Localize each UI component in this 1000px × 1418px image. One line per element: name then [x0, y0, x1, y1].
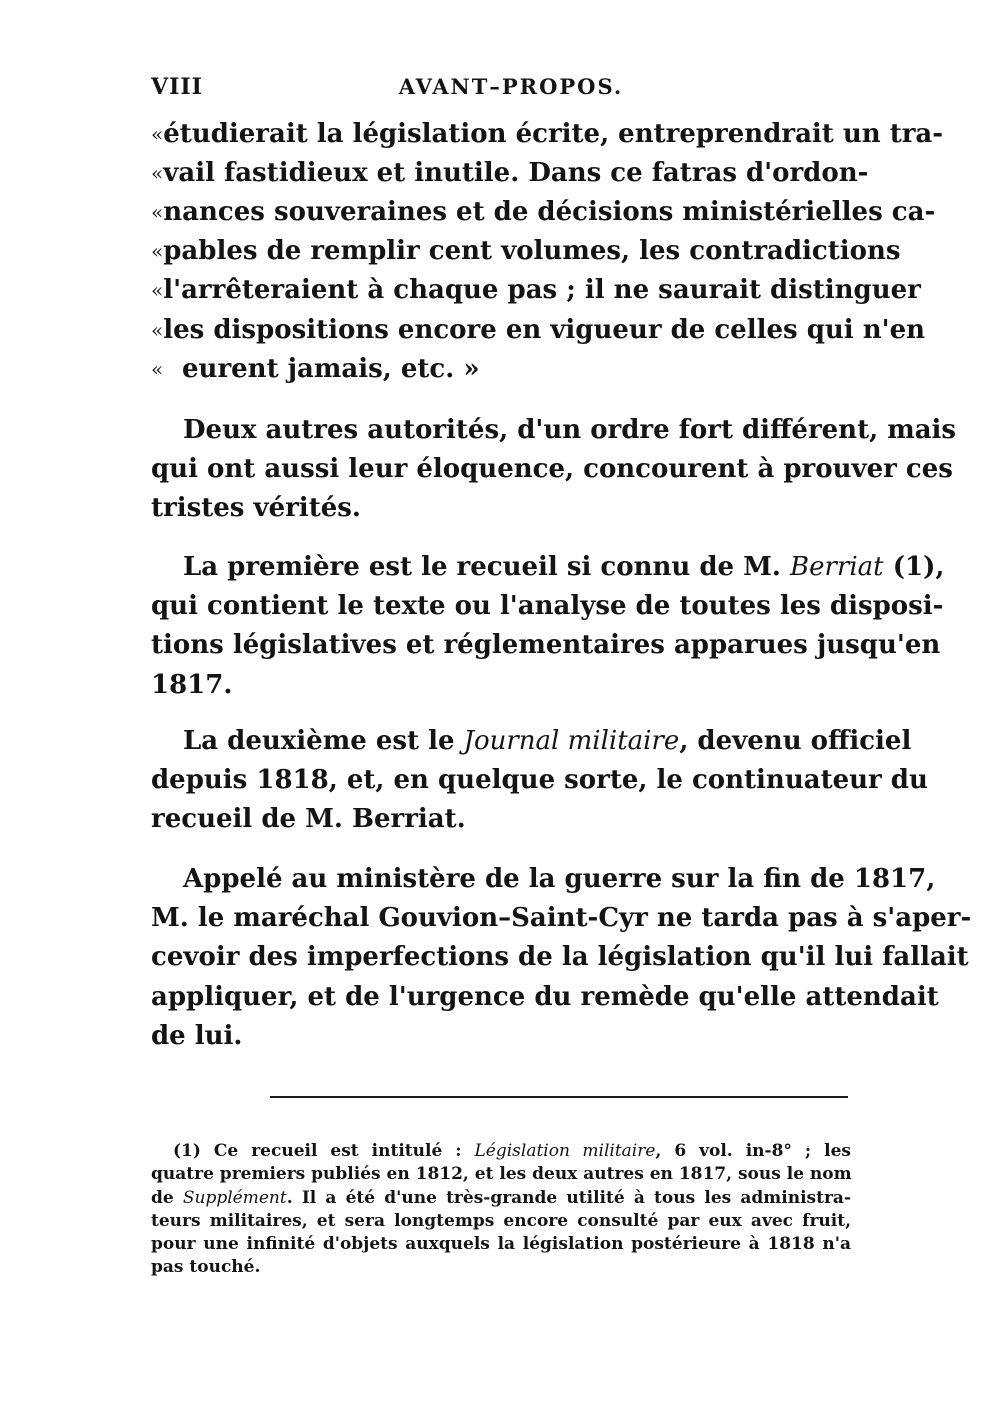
- paragraph-line: 1817.: [151, 669, 233, 700]
- quote-line-text: les dispositions encore en vigueur de celles qui n'en: [163, 314, 926, 345]
- paragraph-journal-militaire: [151, 722, 928, 840]
- quote-line: [151, 349, 851, 388]
- guillemet-mark: «: [151, 239, 164, 264]
- paragraph-line: tristes vérités.: [151, 493, 361, 524]
- quote-line: [151, 153, 869, 192]
- paragraph-line: recueil de M. Berriat.: [151, 804, 466, 835]
- page-number: VIII: [151, 74, 203, 100]
- paragraph-line: Appelé au ministère de la guerre sur la fin de 1817,: [183, 864, 936, 894]
- text-run: . Il a été d'une très-grande utilité à tous les administra-: [286, 1187, 851, 1208]
- paragraph-berriat: [151, 548, 945, 705]
- footnote-line: pour une infinité d'objets auxquels la législation postérieure à 1818 n'a: [151, 1234, 851, 1255]
- paragraph-line: M. le maréchal Gouvion–Saint-Cyr ne tarda pas à s'aper-: [151, 903, 972, 934]
- quote-line: [151, 192, 936, 231]
- paragraph-autorites: [151, 411, 957, 529]
- text-run: , 6 vol. in-8° ; les: [655, 1141, 851, 1161]
- quotation-block: [151, 114, 944, 388]
- text-run: , devenu officiel: [679, 726, 912, 756]
- quote-line: [151, 232, 901, 271]
- text-run: La première est le recueil si connu de M.: [183, 552, 791, 582]
- italic-title: Supplément: [182, 1187, 287, 1208]
- guillemet-mark: «: [151, 160, 164, 185]
- paragraph-gouvion-saint-cyr: [151, 860, 972, 1056]
- footnote-line: pas touché.: [151, 1257, 261, 1278]
- footnote-line: quatre premiers publiés en 1812, et les deux autres en 1817, sous le nom: [151, 1164, 852, 1185]
- paragraph-line: appliquer, et de l'urgence du remède qu'elle attendait: [151, 981, 939, 1012]
- paragraph-line: [151, 722, 912, 761]
- paragraph-line: de lui.: [151, 1020, 243, 1051]
- guillemet-mark: «: [151, 121, 164, 146]
- quote-line-text: étudierait la législation écrite, entreprendrait un tra-: [163, 118, 944, 149]
- paragraph-line: [151, 548, 945, 587]
- footnote-divider: [270, 1096, 848, 1098]
- quote-line: [151, 271, 921, 310]
- footnote: [151, 1140, 851, 1280]
- paragraph-line: cevoir des imperfections de la législation qu'il lui fallait: [151, 942, 969, 973]
- footnote-line: [151, 1187, 851, 1210]
- guillemet-mark: «: [151, 356, 164, 381]
- page-header: [151, 74, 851, 102]
- footnote-line: [151, 1140, 851, 1163]
- italic-title: Journal militaire: [463, 726, 680, 756]
- quote-line: [151, 114, 944, 153]
- quote-line-text: pables de remplir cent volumes, les contradictions: [163, 236, 901, 267]
- guillemet-mark: «: [151, 278, 164, 303]
- paragraph-line: qui ont aussi leur éloquence, concourent à prouver ces: [151, 454, 953, 485]
- quote-line-text: l'arrêteraient à chaque pas ; il ne saurait distinguer: [163, 275, 921, 306]
- paragraph-line: depuis 1818, et, en quelque sorte, le continuateur du: [151, 765, 928, 796]
- text-run: de: [151, 1187, 183, 1208]
- paragraph-line: qui contient le texte ou l'analyse de toutes les disposi-: [151, 591, 944, 622]
- paragraph-line: Deux autres autorités, d'un ordre fort différent, mais: [183, 415, 957, 445]
- quote-line-text: nances souveraines et de décisions ministérielles ca-: [163, 196, 936, 227]
- guillemet-mark: «: [151, 199, 164, 224]
- running-title: AVANT–PROPOS.: [398, 74, 624, 99]
- footnote-line: teurs militaires, et sera longtemps encore consulté par eux avec fruit,: [151, 1210, 851, 1231]
- text-run: (1) Ce recueil est intitulé :: [173, 1141, 475, 1161]
- footnote-reference: (1),: [883, 552, 945, 582]
- italic-title: Législation militaire: [474, 1141, 656, 1161]
- italic-title: Berriat: [790, 552, 884, 582]
- text-run: La deuxième est le: [183, 726, 464, 756]
- guillemet-mark: «: [151, 317, 164, 342]
- quote-line-text: vail fastidieux et inutile. Dans ce fatras d'ordon-: [163, 157, 869, 188]
- paragraph-line: tions législatives et réglementaires apparues jusqu'en: [151, 630, 941, 661]
- quote-line: [151, 310, 926, 349]
- quote-line-text: eurent jamais, etc. »: [182, 353, 480, 384]
